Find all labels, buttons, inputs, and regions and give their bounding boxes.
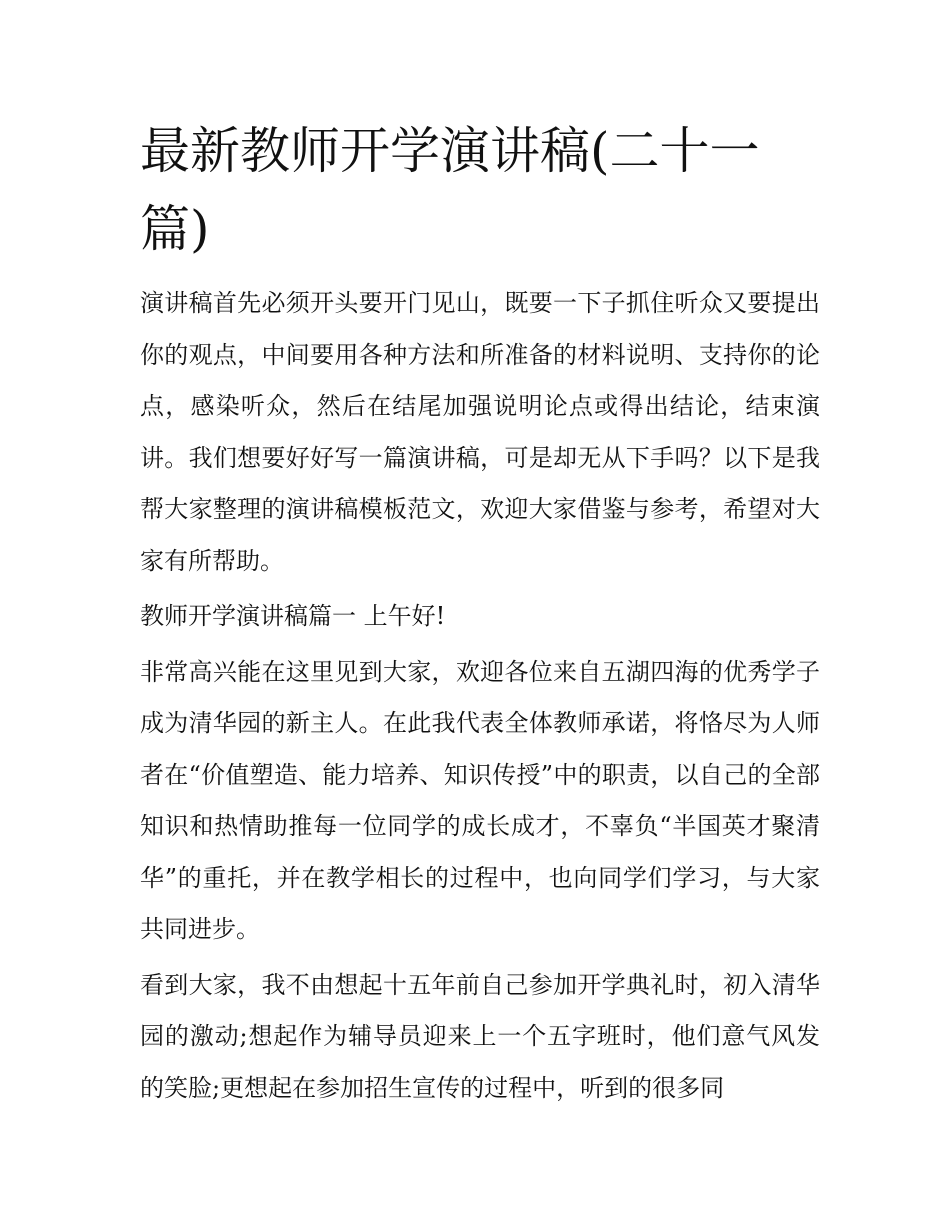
body-paragraph-2: 看到大家，我不由想起十五年前自己参加开学典礼时，初入清华园的激动;想起作为辅导员迎来上一个五字班时，他们意气风发的笑脸;更想起在参加招生宣传的过程中，听到的很多同 (140, 970, 820, 1102)
document-title: 最新教师开学演讲稿(二十一篇) (140, 122, 760, 258)
section-heading: 教师开学演讲稿篇一 上午好! (140, 602, 446, 630)
body-paragraph-1: 非常高兴能在这里见到大家，欢迎各位来自五湖四海的优秀学子成为清华园的新主人。在此我代表全体教师承诺，将恪尽为人师者在“价值塑造、能力培养、知识传授”中的职责，以自己的全部知识和热情助推每一位同学的成长成才，不辜负“半国英才聚清华”的重托，并在教学相长的过程中，也向同学们学习，与大家共同进步。 (140, 657, 820, 943)
document-body (140, 278, 820, 1114)
intro-paragraph: 演讲稿首先必须开头要开门见山，既要一下子抓住听众又要提出你的观点，中间要用各种方法和所准备的材料说明、支持你的论点，感染听众，然后在结尾加强说明论点或得出结论，结束演讲。我们想要好好写一篇演讲稿，可是却无从下手吗？以下是我帮大家整理的演讲稿模板范文，欢迎大家借鉴与参考，希望对大家有所帮助。 (140, 289, 820, 575)
